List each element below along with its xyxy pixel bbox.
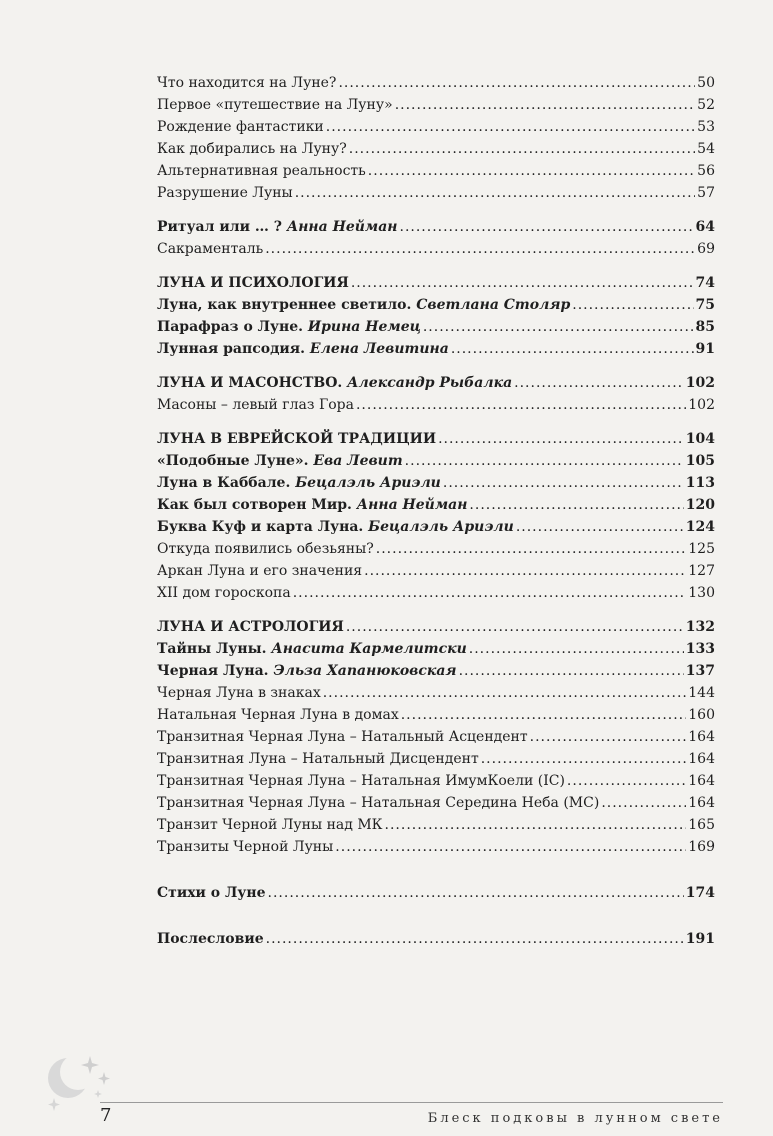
- toc-entry-leader-dots: [338, 72, 695, 94]
- toc-entry-title: [157, 294, 570, 316]
- toc-entry-leader-dots: [514, 372, 684, 394]
- toc-entry-title-text: Стихи о Луне: [157, 885, 266, 901]
- toc-entry-title: [157, 882, 266, 904]
- toc-entry-page-number: 64: [695, 219, 715, 235]
- toc-entry-page-number: 54: [697, 141, 715, 157]
- toc-entry-leader-dots: [601, 792, 686, 814]
- toc-entry-title-text: Транзит Черной Луны над МК: [157, 817, 383, 833]
- toc-entry-title: [157, 560, 362, 582]
- toc-entry-page-number: 52: [697, 97, 715, 113]
- toc-entry[interactable]: [157, 682, 715, 704]
- toc-entry-title-text: Аркан Луна и его значения: [157, 563, 363, 579]
- toc-entry-author: Эльза Хапанюковская: [273, 663, 457, 679]
- toc-gap: [157, 260, 715, 272]
- toc-entry-title-text: Первое «путешествие на Луну»: [157, 97, 393, 113]
- toc-entry-page-number: 102: [688, 397, 715, 413]
- toc-entry-title: [157, 494, 467, 516]
- toc-entry-title-text: Тайны Луны.: [157, 641, 272, 657]
- toc-entry-page-number: 133: [685, 641, 715, 657]
- toc-entry-leader-dots: [335, 836, 686, 858]
- toc-entry-title-text: Ритуал или … ?: [157, 219, 287, 235]
- toc-entry-page-number: 137: [685, 663, 715, 679]
- toc-entry-title-text: Лунная рапсодия.: [157, 341, 310, 357]
- toc-entry-title: [157, 616, 344, 638]
- toc-entry-leader-dots: [268, 882, 684, 904]
- toc-entry[interactable]: [157, 272, 715, 294]
- toc-entry-leader-dots: [423, 316, 694, 338]
- toc-entry-page-number: 144: [688, 685, 715, 701]
- footer-rule: [100, 1102, 723, 1103]
- toc-entry[interactable]: [157, 472, 715, 494]
- toc-entry-leader-dots: [567, 770, 686, 792]
- toc-gap: [157, 604, 715, 616]
- toc-entry-page-number: 53: [697, 119, 715, 135]
- toc-entry-page-number: 174: [685, 885, 715, 901]
- toc-entry-title-text: Откуда появились обезьяны?: [157, 541, 374, 557]
- toc-entry-leader-dots: [265, 238, 695, 260]
- toc-entry[interactable]: [157, 704, 715, 726]
- toc-entry-leader-dots: [438, 428, 684, 450]
- toc-entry-title: [157, 726, 528, 748]
- toc-entry-leader-dots: [451, 338, 694, 360]
- toc-entry-page-number: 91: [695, 341, 715, 357]
- toc-entry-page-number: 57: [697, 185, 715, 201]
- toc-entry-title: [157, 516, 514, 538]
- toc-entry[interactable]: [157, 428, 715, 450]
- toc-entry-page-number: 132: [685, 619, 715, 635]
- toc-entry-title: [157, 182, 293, 204]
- toc-entry-title-text: XII дом гороскопа: [157, 585, 291, 601]
- toc-entry-title: [157, 138, 347, 160]
- toc-entry[interactable]: [157, 582, 715, 604]
- toc-entry-page-number: 125: [688, 541, 715, 557]
- toc-entry-leader-dots: [364, 560, 686, 582]
- toc-entry-title: [157, 272, 349, 294]
- toc-entry-page-number: 169: [688, 839, 715, 855]
- toc-entry-author: Ирина Немец: [307, 319, 421, 335]
- toc-entry[interactable]: [157, 238, 715, 260]
- toc-entry-title: [157, 450, 403, 472]
- toc-entry[interactable]: [157, 216, 715, 238]
- toc-entry-title-text: Транзиты Черной Луны: [157, 839, 334, 855]
- toc-entry-leader-dots: [572, 294, 693, 316]
- toc-entry-title: [157, 94, 393, 116]
- toc-entry-title-text: ЛУНА И ПСИХОЛОГИЯ: [157, 275, 349, 291]
- running-head: Блеск подковы в лунном свете: [427, 1111, 723, 1126]
- toc-entry-page-number: 85: [695, 319, 715, 335]
- toc-entry-author: Александр Рыбалка: [347, 375, 513, 391]
- toc-entry-title-text: Как был сотворен Мир.: [157, 497, 357, 513]
- toc-gap: [157, 204, 715, 216]
- toc-entry[interactable]: [157, 748, 715, 770]
- toc-entry-page-number: 102: [685, 375, 715, 391]
- toc-entry-author: Бецалэль Ариэли: [295, 475, 441, 491]
- toc-entry[interactable]: [157, 660, 715, 682]
- toc-entry-title-text: Черная Луна.: [157, 663, 274, 679]
- toc-entry-page-number: 75: [695, 297, 715, 313]
- toc-entry-title: [157, 814, 383, 836]
- toc-entry-leader-dots: [459, 660, 684, 682]
- toc-entry-title: [157, 682, 321, 704]
- toc-entry[interactable]: [157, 616, 715, 638]
- toc-entry[interactable]: [157, 770, 715, 792]
- toc-entry[interactable]: [157, 450, 715, 472]
- toc-entry-page-number: 164: [688, 795, 715, 811]
- toc-entry[interactable]: [157, 116, 715, 138]
- toc-entry-page-number: 191: [685, 931, 715, 947]
- toc-entry[interactable]: [157, 94, 715, 116]
- toc-entry-title: [157, 582, 291, 604]
- toc-entry-page-number: 104: [685, 431, 715, 447]
- toc-entry-author: Анна Нейман: [286, 219, 398, 235]
- toc-entry-author: Бецалэль Ариэли: [368, 519, 514, 535]
- toc-entry-title: [157, 316, 421, 338]
- toc-entry-leader-dots: [293, 582, 687, 604]
- toc-entry-leader-dots: [368, 160, 695, 182]
- toc-entry-leader-dots: [385, 814, 687, 836]
- toc-entry-title: [157, 160, 366, 182]
- page-number: 7: [100, 1105, 112, 1126]
- toc-entry[interactable]: [157, 394, 715, 416]
- toc-entry[interactable]: [157, 316, 715, 338]
- toc-gap: [157, 360, 715, 372]
- toc-entry[interactable]: [157, 882, 715, 904]
- toc-entry-title: [157, 704, 399, 726]
- toc-entry-title-text: Что находится на Луне?: [157, 75, 337, 91]
- toc-gap: [157, 858, 715, 882]
- toc-entry-title: [157, 116, 324, 138]
- toc-entry-page-number: 127: [688, 563, 715, 579]
- toc-entry-page-number: 124: [685, 519, 715, 535]
- toc-entry-title: [157, 372, 512, 394]
- toc-entry-leader-dots: [469, 494, 683, 516]
- toc-entry-title: [157, 72, 336, 94]
- toc-entry-page-number: 164: [688, 729, 715, 745]
- toc-entry-title-text: Транзитная Луна – Натальный Дисцендент: [157, 751, 479, 767]
- toc-entry-leader-dots: [295, 182, 695, 204]
- toc-entry[interactable]: [157, 338, 715, 360]
- toc-entry-title: [157, 472, 441, 494]
- toc-entry-leader-dots: [516, 516, 684, 538]
- toc-entry-page-number: 120: [685, 497, 715, 513]
- toc-entry-leader-dots: [266, 928, 684, 950]
- toc-entry[interactable]: [157, 638, 715, 660]
- toc-entry[interactable]: [157, 726, 715, 748]
- toc-entry-leader-dots: [395, 94, 695, 116]
- toc-entry-title: [157, 836, 333, 858]
- toc-entry-leader-dots: [405, 450, 684, 472]
- toc-entry-page-number: 74: [695, 275, 715, 291]
- toc-entry[interactable]: [157, 494, 715, 516]
- toc-entry[interactable]: [157, 814, 715, 836]
- toc-entry[interactable]: [157, 138, 715, 160]
- toc-entry-title-text: ЛУНА В ЕВРЕЙСКОЙ ТРАДИЦИИ: [157, 431, 437, 447]
- toc-entry-title-text: Транзитная Черная Луна – Натальный Асцендент: [157, 729, 528, 745]
- toc-entry-title-text: ЛУНА И АСТРОЛОГИЯ: [157, 619, 344, 635]
- toc-entry-author: Анна Нейман: [356, 497, 468, 513]
- toc-entry-title-text: Луна в Каббале.: [157, 475, 296, 491]
- toc-entry-author: Анасита Кармелитски: [271, 641, 467, 657]
- toc-entry-title: [157, 770, 565, 792]
- toc-entry-title-text: Черная Луна в знаках: [157, 685, 321, 701]
- toc-entry-page-number: 50: [697, 75, 715, 91]
- toc-entry-title: [157, 660, 457, 682]
- table-of-contents: [157, 72, 715, 950]
- toc-entry-leader-dots: [349, 138, 695, 160]
- toc-entry[interactable]: [157, 72, 715, 94]
- toc-entry-leader-dots: [323, 682, 687, 704]
- toc-entry-page-number: 105: [685, 453, 715, 469]
- toc-entry[interactable]: [157, 182, 715, 204]
- toc-entry-author: Елена Левитина: [309, 341, 449, 357]
- toc-entry-title: [157, 748, 479, 770]
- toc-entry-title: [157, 792, 599, 814]
- toc-entry[interactable]: [157, 928, 715, 950]
- toc-entry-leader-dots: [346, 616, 684, 638]
- toc-entry-title-text: Парафраз о Луне.: [157, 319, 308, 335]
- toc-entry-title: [157, 928, 264, 950]
- toc-entry-title-text: Масоны – левый глаз Гора: [157, 397, 354, 413]
- toc-gap: [157, 904, 715, 928]
- toc-entry[interactable]: [157, 372, 715, 394]
- toc-entry-title: [157, 638, 467, 660]
- toc-entry-leader-dots: [400, 216, 694, 238]
- toc-entry-leader-dots: [481, 748, 687, 770]
- toc-entry-leader-dots: [326, 116, 695, 138]
- toc-entry[interactable]: [157, 516, 715, 538]
- toc-entry-title-text: Послесловие: [157, 931, 264, 947]
- toc-entry[interactable]: [157, 792, 715, 814]
- toc-entry-leader-dots: [351, 272, 694, 294]
- toc-entry-leader-dots: [356, 394, 686, 416]
- toc-entry-title: [157, 338, 449, 360]
- toc-entry-title: [157, 428, 436, 450]
- toc-entry-author: Светлана Столяр: [416, 297, 571, 313]
- toc-entry-title: [157, 238, 263, 260]
- toc-entry[interactable]: [157, 560, 715, 582]
- toc-entry-leader-dots: [401, 704, 687, 726]
- toc-entry-title: [157, 394, 354, 416]
- toc-entry-page-number: 56: [697, 163, 715, 179]
- toc-entry-title-text: Разрушение Луны: [157, 185, 293, 201]
- toc-entry-title-text: Транзитная Черная Луна – Натальная ИмумКоели (IC): [157, 773, 565, 789]
- toc-entry[interactable]: [157, 836, 715, 858]
- toc-entry-page-number: 113: [685, 475, 715, 491]
- toc-entry-page-number: 165: [688, 817, 715, 833]
- toc-entry-leader-dots: [469, 638, 684, 660]
- toc-entry-page-number: 164: [688, 751, 715, 767]
- toc-entry-title-text: Сакраменталь: [157, 241, 264, 257]
- toc-entry-title-text: ЛУНА И МАСОНСТВО.: [157, 375, 348, 391]
- toc-entry-page-number: 160: [688, 707, 715, 723]
- toc-entry[interactable]: [157, 294, 715, 316]
- toc-entry-leader-dots: [443, 472, 684, 494]
- toc-entry-title-text: Альтернативная реальность: [157, 163, 366, 179]
- toc-entry-title-text: Как добирались на Луну?: [157, 141, 347, 157]
- toc-gap: [157, 416, 715, 428]
- toc-entry-title-text: «Подобные Луне».: [157, 453, 314, 469]
- toc-entry-author: Ева Левит: [313, 453, 403, 469]
- toc-entry-page-number: 130: [688, 585, 715, 601]
- toc-entry-title-text: Натальная Черная Луна в домах: [157, 707, 399, 723]
- toc-entry-page-number: 69: [697, 241, 715, 257]
- toc-entry-title-text: Рождение фантастики: [157, 119, 324, 135]
- toc-entry-title: [157, 216, 398, 238]
- toc-entry-leader-dots: [530, 726, 687, 748]
- toc-entry[interactable]: [157, 160, 715, 182]
- toc-entry-page-number: 164: [688, 773, 715, 789]
- toc-entry-title-text: Луна, как внутреннее светило.: [157, 297, 417, 313]
- toc-entry-leader-dots: [376, 538, 686, 560]
- toc-entry-title: [157, 538, 374, 560]
- toc-entry-title-text: Буква Куф и карта Луна.: [157, 519, 369, 535]
- toc-entry[interactable]: [157, 538, 715, 560]
- toc-entry-title-text: Транзитная Черная Луна – Натальная Середина Неба (МС): [157, 795, 600, 811]
